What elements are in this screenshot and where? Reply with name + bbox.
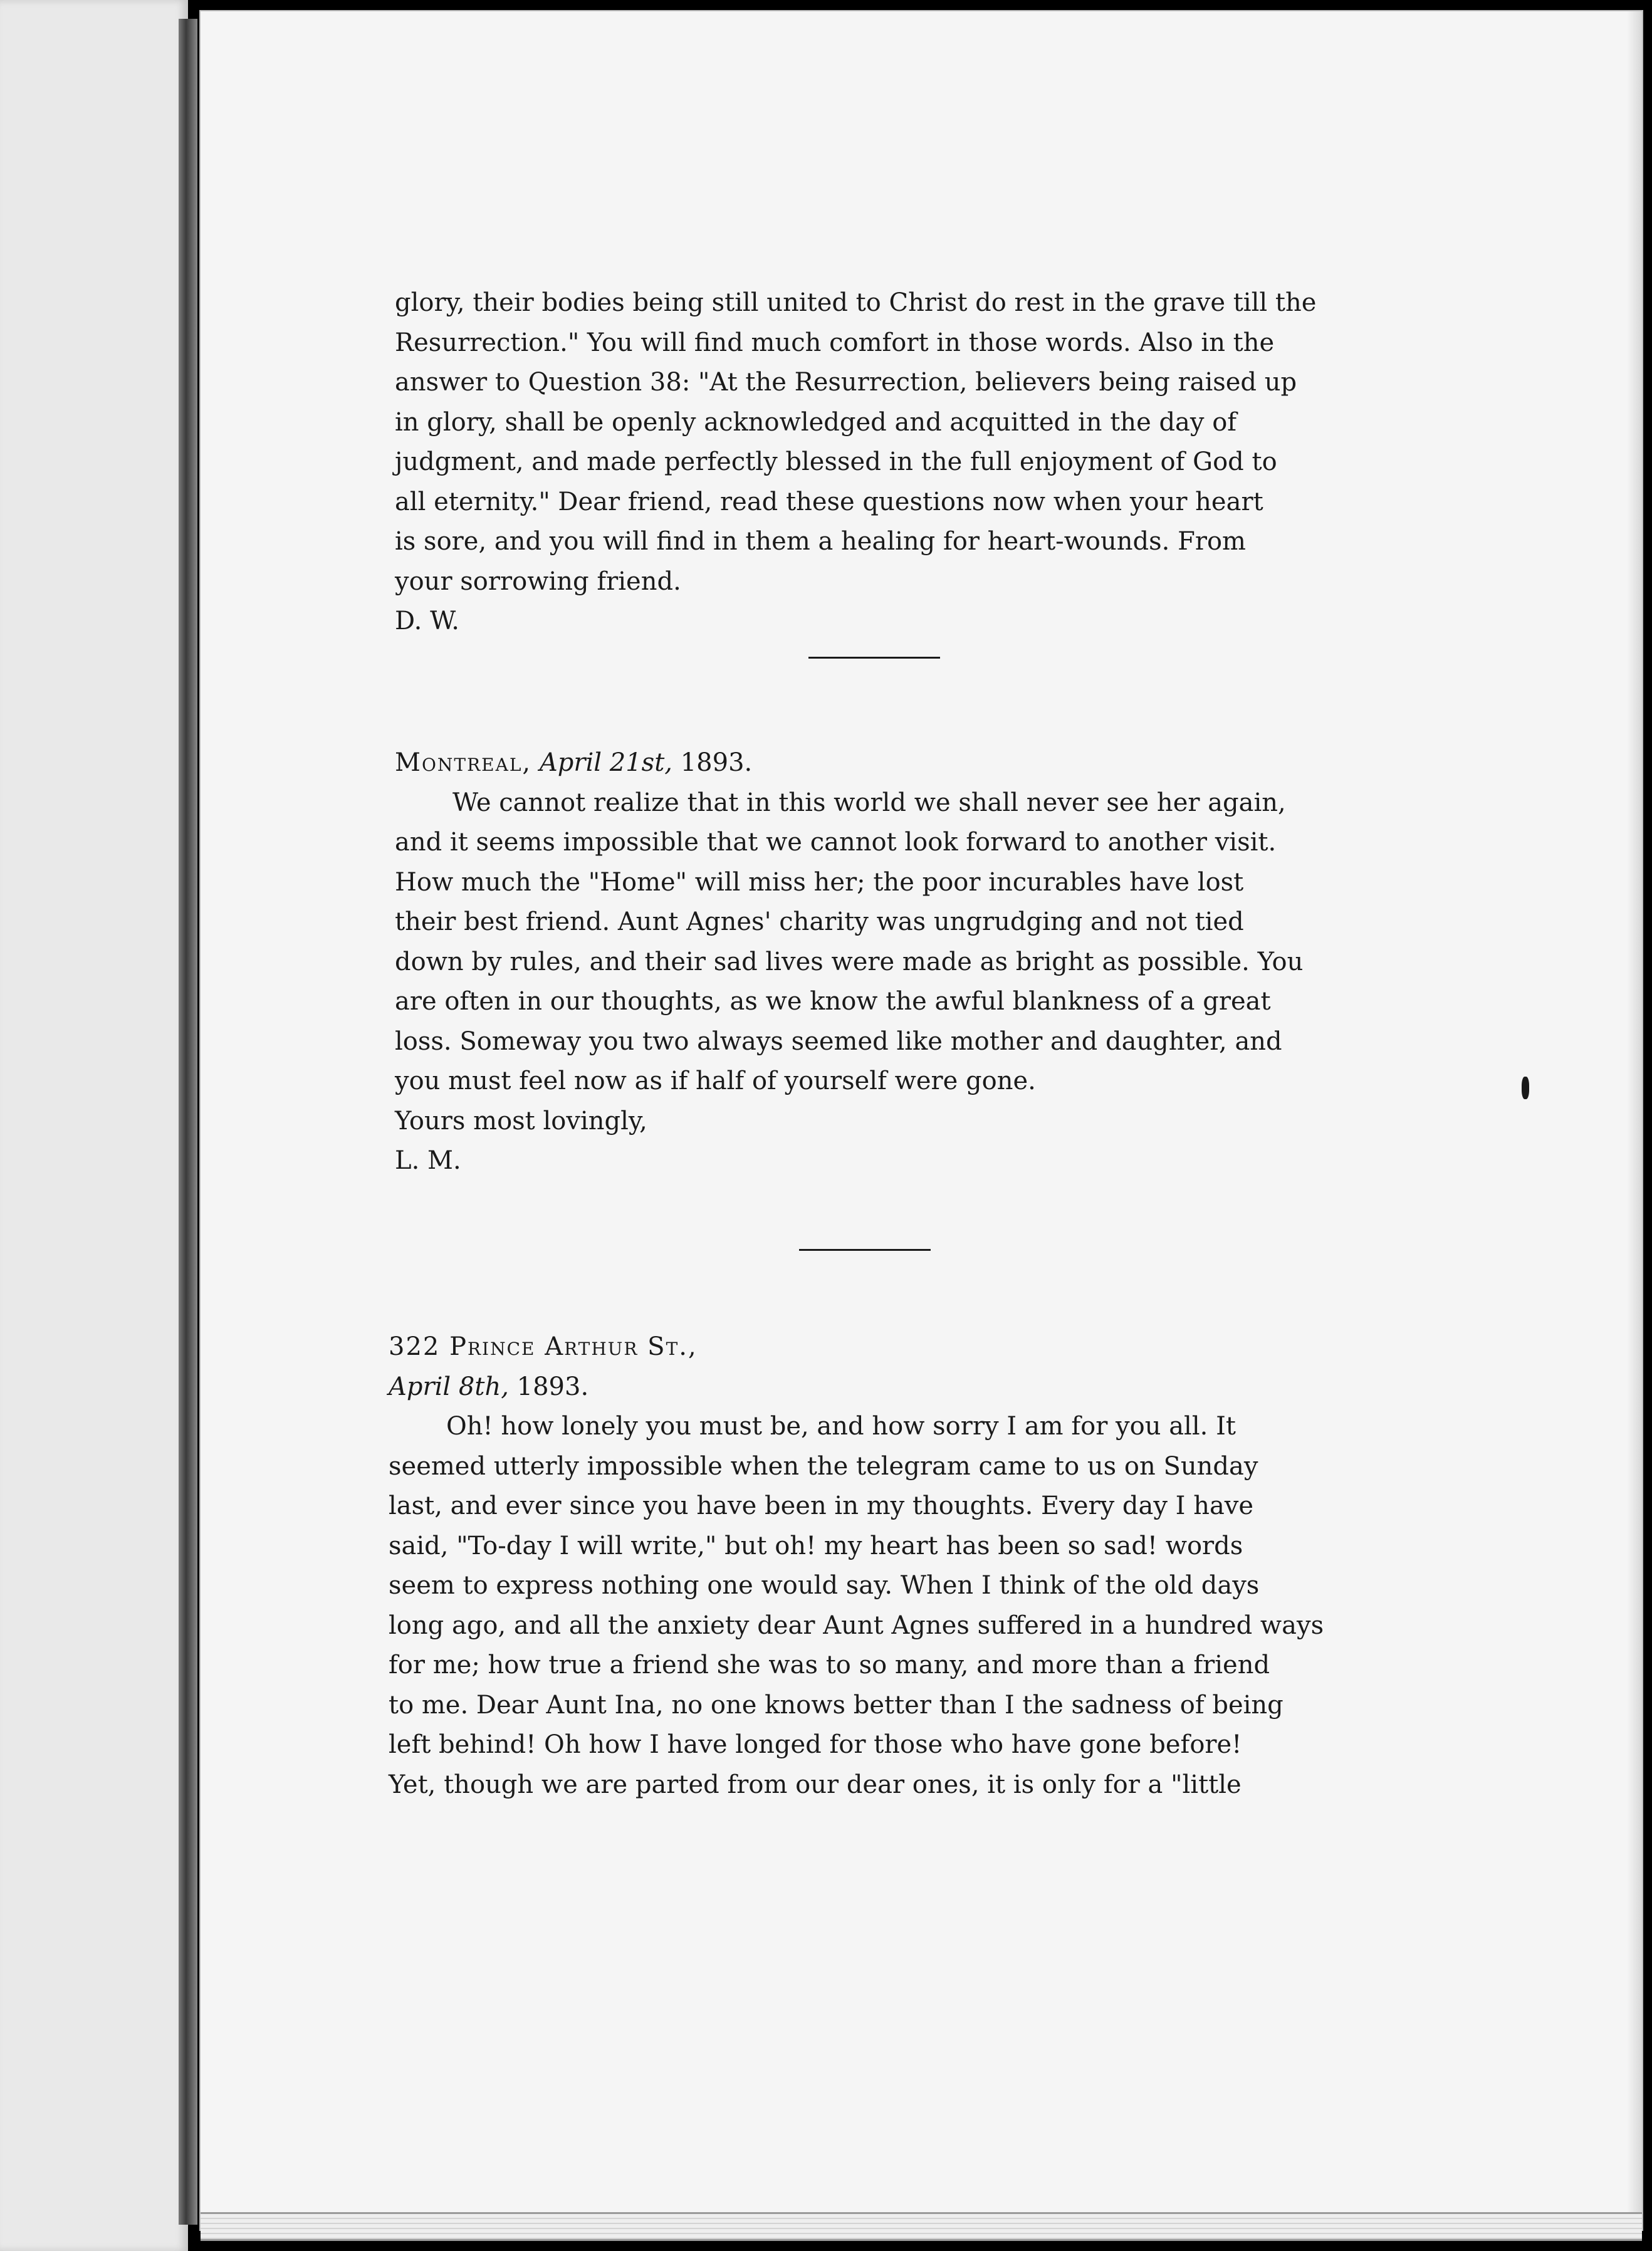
letter-dw-line: your sorrowing friend. — [395, 567, 681, 596]
page-stack-edges — [201, 2212, 1642, 2241]
letter-third-line: seemed utterly impossible when the telegram came to us on Sunday — [389, 1451, 1258, 1481]
section-divider — [808, 657, 940, 659]
letter-lm-dateline — [395, 743, 1351, 783]
letter-third-line: last, and ever since you have been in my thoughts. Every day I have — [389, 1491, 1254, 1520]
letter-dw-signature: D. W. — [395, 607, 459, 635]
letter-third-line: seem to express nothing one would say. When I think of the old days — [389, 1571, 1260, 1600]
letter-lm-line: their best friend. Aunt Agnes' charity was ungrudging and not tied — [395, 907, 1244, 936]
letter-lm-place: Montreal, — [395, 748, 532, 777]
letter-lm-line: loss. Someway you two always seemed like mother and daughter, and — [395, 1026, 1282, 1056]
facing-page-edge — [0, 0, 188, 2251]
section-divider — [799, 1249, 931, 1251]
letter-third-dateline — [389, 1367, 1344, 1408]
letter-third-line: to me. Dear Aunt Ina, no one knows better than I the sadness of being — [389, 1690, 1283, 1720]
letter-dw-line: is sore, and you will find in them a healing for heart-wounds. From — [395, 527, 1246, 556]
ink-speck — [1522, 1077, 1529, 1099]
letter-dw — [395, 283, 1351, 642]
letter-lm — [395, 743, 1351, 1181]
letter-dw-line: answer to Question 38: "At the Resurrection, believers being raised up — [395, 368, 1297, 397]
letter-third-street: 322 Prince Arthur St., — [389, 1332, 698, 1361]
book-binding — [179, 19, 197, 2225]
letter-lm-line: How much the "Home" will miss her; the poor incurables have lost — [395, 867, 1244, 897]
letter-third-line: left behind! Oh how I have longed for those who have gone before! — [389, 1730, 1242, 1759]
letter-third-year: 1893. — [516, 1372, 589, 1401]
letter-third-line: said, "To-day I will write," but oh! my heart has been so sad! words — [389, 1531, 1243, 1560]
letter-lm-line: down by rules, and their sad lives were made as bright as possible. You — [395, 947, 1304, 976]
letter-dw-line: all eternity." Dear friend, read these questions now when your heart — [395, 487, 1263, 516]
letter-third-line: Oh! how lonely you must be, and how sorry I am for you all. It — [446, 1412, 1236, 1441]
letter-third-line: long ago, and all the anxiety dear Aunt Agnes suffered in a hundred ways — [389, 1611, 1324, 1640]
letter-third-line: Yet, though we are parted from our dear ones, it is only for a "little — [389, 1770, 1242, 1799]
letter-dw-line: glory, their bodies being still united to Christ do rest in the grave till the — [395, 288, 1317, 317]
letter-third-address — [389, 1327, 1344, 1367]
letter-lm-signature: L. M. — [395, 1146, 461, 1175]
letter-lm-line: are often in our thoughts, as we know the awful blankness of a great — [395, 987, 1271, 1016]
letter-third-line: for me; how true a friend she was to so many, and more than a friend — [389, 1651, 1270, 1679]
letter-third — [389, 1327, 1344, 1805]
letter-lm-line: you must feel now as if half of yourself were gone. — [395, 1067, 1036, 1095]
letter-lm-line: We cannot realize that in this world we shall never see her again, — [452, 788, 1286, 817]
letter-third-date: April 8th, — [389, 1372, 509, 1401]
letter-lm-line: and it seems impossible that we cannot look forward to another visit. — [395, 828, 1277, 857]
letter-dw-line: in glory, shall be openly acknowledged and acquitted in the day of — [395, 407, 1237, 437]
letter-lm-date: April 21st, — [539, 748, 672, 777]
letter-lm-year: 1893. — [680, 748, 753, 777]
letter-dw-line: judgment, and made perfectly blessed in the full enjoyment of God to — [395, 447, 1277, 476]
letter-lm-closing: Yours most lovingly, — [395, 1106, 647, 1136]
letter-dw-line: Resurrection." You will find much comfort in those words. Also in the — [395, 328, 1275, 357]
